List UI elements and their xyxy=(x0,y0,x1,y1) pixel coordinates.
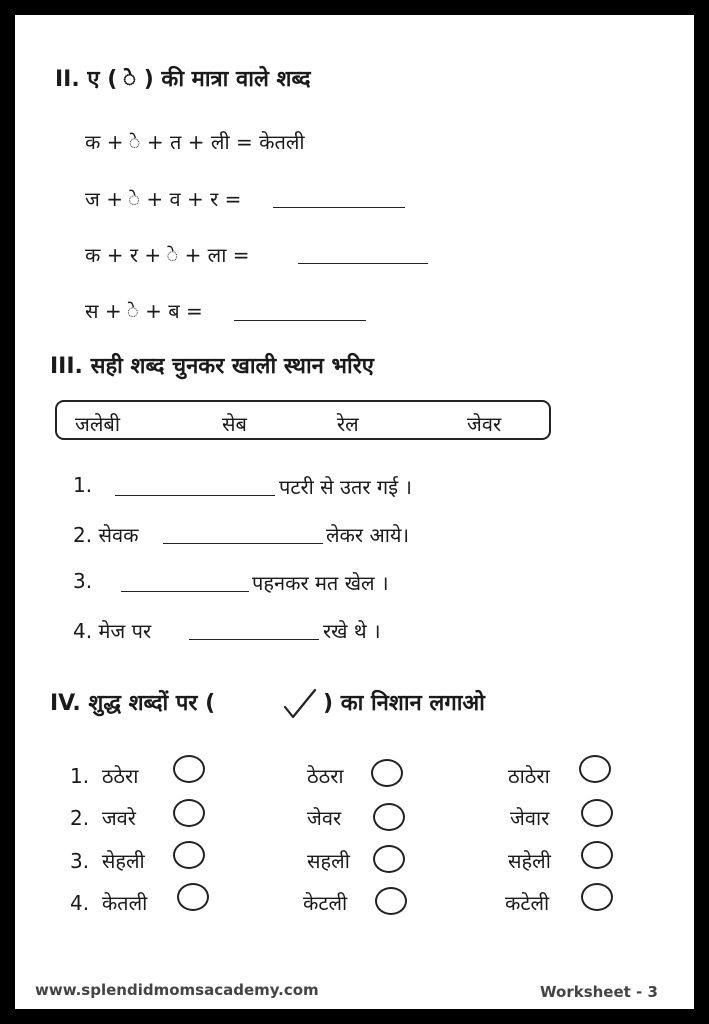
fill-item-3-after: पहनकर मत खेल । xyxy=(252,571,389,595)
item-number: 1. xyxy=(73,473,93,497)
fill-item-2 xyxy=(73,521,138,548)
option-row-2 xyxy=(70,804,136,831)
item-number: 4. xyxy=(73,619,93,643)
word-bank-word: जलेबी xyxy=(75,412,120,436)
answer-blank[interactable] xyxy=(273,189,405,208)
section-2-title: II. ए ( े ) की मात्रा वाले शब्द xyxy=(55,67,311,92)
answer-circle[interactable] xyxy=(177,883,209,911)
item-number: 4. xyxy=(70,891,90,915)
item-number: 1. xyxy=(70,764,90,788)
section-2-line-3-text: क + र + े + ला = xyxy=(85,243,250,267)
word-bank-word: जेवर xyxy=(467,412,502,436)
answer-blank[interactable] xyxy=(121,573,249,592)
answer-circle[interactable] xyxy=(375,887,407,915)
section-4-title-start: IV. शुद्ध शब्दों पर ( xyxy=(50,691,216,716)
section-2-line-3 xyxy=(85,241,250,268)
word-bank-word: सेब xyxy=(222,412,247,436)
answer-blank[interactable] xyxy=(115,477,275,496)
option-word: केटली xyxy=(303,891,348,915)
answer-blank[interactable] xyxy=(189,621,319,640)
option-word: केतली xyxy=(101,891,148,915)
option-word: जवरे xyxy=(101,806,136,830)
fill-item-2-before: सेवक xyxy=(98,523,139,547)
answer-circle[interactable] xyxy=(173,755,205,783)
answer-circle[interactable] xyxy=(173,841,205,869)
option-row-4 xyxy=(70,889,147,916)
website-url: www.splendidmomsacademy.com xyxy=(35,981,319,999)
option-row-3 xyxy=(70,847,145,874)
answer-blank[interactable] xyxy=(298,245,428,264)
option-word: कटेली xyxy=(505,891,550,915)
section-3-title: III. सही शब्द चुनकर खाली स्थान भरिए xyxy=(50,354,374,379)
fill-item-4 xyxy=(73,617,151,644)
fill-item-4-before: मेज पर xyxy=(98,619,152,643)
answer-circle[interactable] xyxy=(173,799,205,827)
option-word: सेहली xyxy=(101,849,145,873)
section-4-title-end: ) का निशान लगाओ xyxy=(323,691,485,716)
answer-circle[interactable] xyxy=(581,841,613,869)
section-2-line-2-text: ज + े + व + र = xyxy=(85,187,242,211)
answer-circle[interactable] xyxy=(373,803,405,831)
option-word: जेवार xyxy=(510,806,550,830)
answer-blank[interactable] xyxy=(163,525,323,544)
section-4-title xyxy=(50,687,215,717)
item-number: 3. xyxy=(70,849,90,873)
option-word: सहली xyxy=(307,849,350,873)
worksheet-label: Worksheet - 3 xyxy=(540,983,658,1001)
section-2-line-4 xyxy=(85,297,203,324)
item-number: 3. xyxy=(73,569,93,593)
section-2-example-line: क + े + त + ली = केतली xyxy=(85,130,305,154)
option-row-1 xyxy=(70,762,138,789)
answer-blank[interactable] xyxy=(234,302,366,321)
answer-circle[interactable] xyxy=(371,759,403,787)
answer-circle[interactable] xyxy=(581,799,613,827)
fill-item-2-after: लेकर आये। xyxy=(326,523,410,547)
tick-mark-icon xyxy=(281,687,321,721)
word-bank-word: रेल xyxy=(337,412,359,436)
option-word: ठठेरा xyxy=(101,764,139,788)
option-word: जेवर xyxy=(307,806,342,830)
option-word: ठाठेरा xyxy=(508,764,550,788)
section-2-line-4-text: स + े + ब = xyxy=(85,299,203,323)
answer-circle[interactable] xyxy=(579,755,611,783)
fill-item-4-after: रखे थे । xyxy=(323,619,381,643)
item-number: 2. xyxy=(73,523,93,547)
option-word: सहेली xyxy=(508,849,551,873)
word-bank-box xyxy=(55,400,551,440)
answer-circle[interactable] xyxy=(373,845,405,873)
answer-circle[interactable] xyxy=(581,883,613,911)
fill-item-1 xyxy=(73,473,92,497)
fill-item-3 xyxy=(73,569,92,593)
fill-item-1-after: पटरी से उतर गई । xyxy=(279,475,412,499)
item-number: 2. xyxy=(70,806,90,830)
section-2-line-2 xyxy=(85,185,241,212)
option-word: ठेठरा xyxy=(307,764,344,788)
worksheet-page xyxy=(15,15,694,1009)
